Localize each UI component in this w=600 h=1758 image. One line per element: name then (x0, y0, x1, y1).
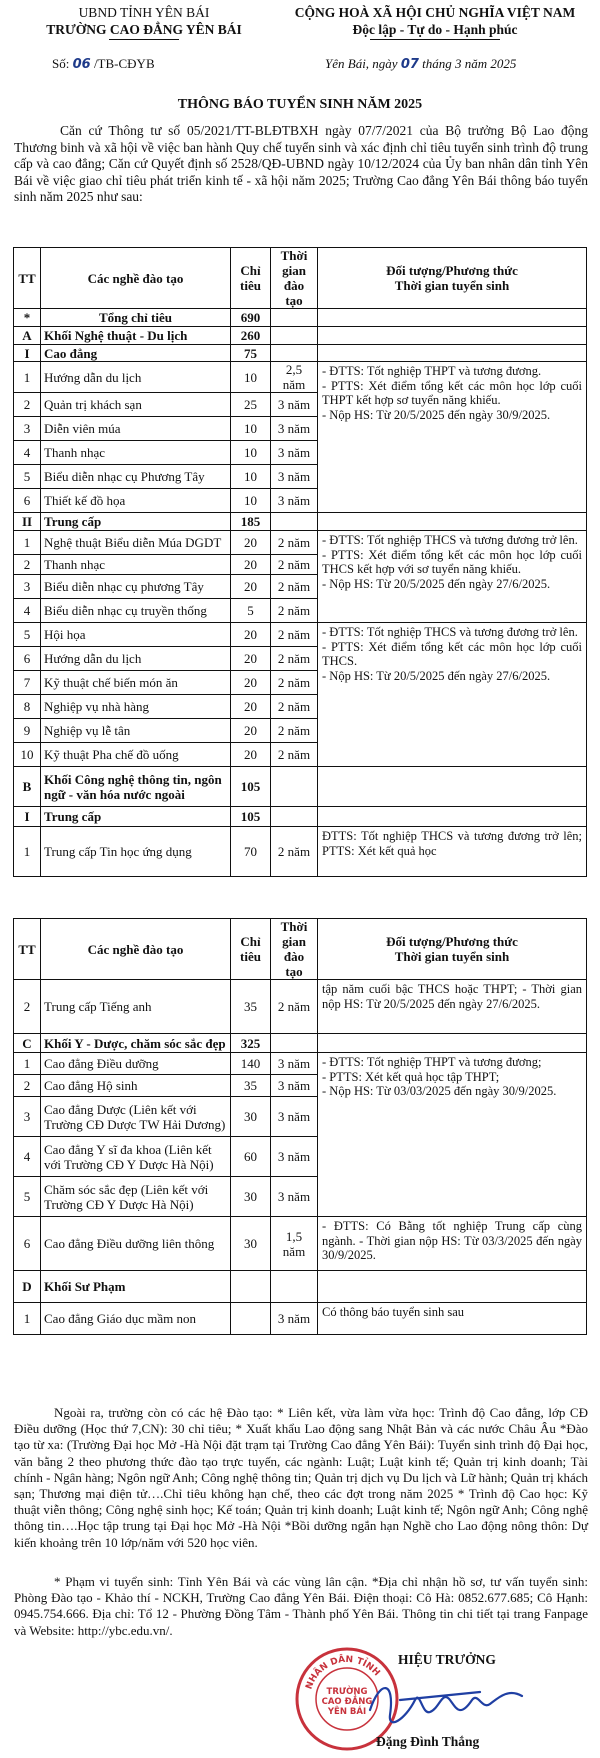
table-row (14, 309, 587, 327)
cell-nghe: Biểu diễn nhạc cụ Phương Tây (41, 465, 231, 489)
cell-nghe: Tổng chỉ tiêu (41, 309, 231, 327)
cell-tt: C (14, 1034, 41, 1053)
cell-thoigian: 2 năm (271, 695, 318, 719)
cell-tt: 2 (14, 555, 41, 575)
cell-doituong (318, 1034, 587, 1053)
table-row (14, 531, 587, 555)
cell-thoigian: 2 năm (271, 599, 318, 623)
cell-tt: 2 (14, 1075, 41, 1097)
table-row (14, 1217, 587, 1271)
cell-chitieu: 20 (231, 719, 271, 743)
cell-chitieu: 690 (231, 309, 271, 327)
cell-tt: 3 (14, 575, 41, 599)
cell-chitieu: 10 (231, 362, 271, 393)
cell-doituong: - ĐTTS: Có Bằng tốt nghiệp Trung cấp cùng ngành. - Thời gian nộp HS: Từ 03/3/2025 đến ngày 30/9/2025. (318, 1217, 587, 1271)
doc-number-prefix: Số: (52, 56, 73, 71)
cell-thoigian: 2 năm (271, 719, 318, 743)
cell-doituong: - ĐTTS: Tốt nghiệp THPT và tương đương; - PTTS: Xét kết quả học tập THPT; - Nộp HS: Từ 03/03/2025 đến ngày 30/9/2025. (318, 1053, 587, 1217)
cell-nghe: Cao đẳng (41, 345, 231, 362)
cell-tt: 6 (14, 1217, 41, 1271)
col-thoigian: Thời gian đào tạo (271, 919, 318, 980)
cell-nghe: Thiết kế đồ họa (41, 489, 231, 513)
cell-thoigian: 2 năm (271, 743, 318, 767)
cell-thoigian: 2,5 năm (271, 362, 318, 393)
cell-nghe: Hội họa (41, 623, 231, 647)
cell-chitieu: 20 (231, 555, 271, 575)
cell-chitieu: 140 (231, 1053, 271, 1075)
table-row (14, 513, 587, 531)
doc-number-suffix: /TB-CĐYB (90, 56, 155, 71)
cell-thoigian: 3 năm (271, 1053, 318, 1075)
cell-chitieu: 60 (231, 1137, 271, 1177)
document-number (52, 56, 155, 72)
cell-chitieu: 10 (231, 417, 271, 441)
document-title: THÔNG BÁO TUYỂN SINH NĂM 2025 (177, 97, 423, 112)
table-row (14, 362, 587, 393)
date-prefix: Yên Bái, ngày (325, 56, 401, 71)
cell-chitieu: 30 (231, 1217, 271, 1271)
cell-doituong (318, 309, 587, 327)
cell-thoigian: 2 năm (271, 623, 318, 647)
cell-tt: 1 (14, 362, 41, 393)
cell-chitieu: 20 (231, 623, 271, 647)
cell-nghe: Trung cấp Tiếng anh (41, 980, 231, 1034)
cell-thoigian: 3 năm (271, 417, 318, 441)
cell-tt: 1 (14, 827, 41, 877)
col-nghe: Các nghề đào tạo (41, 248, 231, 309)
cell-doituong: - ĐTTS: Tốt nghiệp THPT và tương đương. - PTTS: Xét điểm tổng kết các môn học lớp cuối THPT kết hợp sơ tuyển năng khiếu. - Nộp HS: Từ 20/5/2025 đến ngày 30/9/2025. (318, 362, 587, 513)
cell-thoigian (271, 767, 318, 807)
cell-tt: 4 (14, 1137, 41, 1177)
col-doituong-l2: Thời gian tuyển sinh (394, 278, 510, 293)
cell-nghe: Thanh nhạc (41, 555, 231, 575)
cell-tt: A (14, 327, 41, 345)
cell-nghe: Cao đẳng Hộ sinh (41, 1075, 231, 1097)
issuer-name: TRƯỜNG CAO ĐẲNG YÊN BÁI (46, 22, 242, 37)
cell-nghe: Kỹ thuật Pha chế đồ uống (41, 743, 231, 767)
cell-nghe: Hướng dẫn du lịch (41, 647, 231, 671)
cell-tt: 1 (14, 1303, 41, 1335)
cell-chitieu: 20 (231, 695, 271, 719)
svg-text:YÊN BÁI: YÊN BÁI (327, 1707, 367, 1717)
cell-chitieu: 105 (231, 767, 271, 807)
cell-thoigian (271, 1034, 318, 1053)
admission-table-part2 (13, 918, 587, 1335)
table-row (14, 623, 587, 647)
cell-tt: 7 (14, 671, 41, 695)
table-header-row (14, 919, 587, 980)
col-tt: TT (14, 919, 41, 980)
signer-title: HIỆU TRƯỞNG (398, 1652, 496, 1667)
cell-nghe: Khối Sư Phạm (41, 1271, 231, 1303)
cell-chitieu: 30 (231, 1097, 271, 1137)
issuer-parent: UBND TỈNH YÊN BÁI (78, 5, 210, 20)
cell-chitieu: 10 (231, 465, 271, 489)
cell-doituong (318, 767, 587, 807)
cell-chitieu: 20 (231, 647, 271, 671)
cell-doituong (318, 807, 587, 827)
cell-tt: 2 (14, 980, 41, 1034)
table-row (14, 327, 587, 345)
cell-tt: 4 (14, 599, 41, 623)
cell-thoigian: 2 năm (271, 980, 318, 1034)
table-row (14, 1303, 587, 1335)
col-doituong-l1: Đối tượng/Phương thức (386, 934, 518, 949)
cell-doituong: - ĐTTS: Tốt nghiệp THCS và tương đương trở lên. - PTTS: Xét điểm tổng kết các môn học lớp cuối THCS kết hợp với sơ tuyển năng khiếu. - Nộp HS: Từ 20/5/2025 đến ngày 27/6/2025. (318, 531, 587, 623)
table-row (14, 1271, 587, 1303)
cell-tt: I (14, 807, 41, 827)
cell-tt: 4 (14, 441, 41, 465)
document-date (325, 56, 516, 72)
issuer-underline (109, 39, 179, 40)
cell-tt: 5 (14, 1177, 41, 1217)
svg-text:TRƯỜNG: TRƯỜNG (326, 1687, 368, 1697)
cell-chitieu (231, 1303, 271, 1335)
table-row (14, 827, 587, 877)
cell-nghe: Cao đẳng Điều dưỡng liên thông (41, 1217, 231, 1271)
cell-nghe: Cao đẳng Y sĩ đa khoa (Liên kết với Trường CĐ Y Dược Hà Nội) (41, 1137, 231, 1177)
cell-nghe: Nghiệp vụ nhà hàng (41, 695, 231, 719)
cell-nghe: Biểu diễn nhạc cụ truyền thống (41, 599, 231, 623)
document-header (0, 4, 600, 84)
cell-nghe: Trung cấp Tin học ứng dụng (41, 827, 231, 877)
cell-thoigian: 3 năm (271, 1075, 318, 1097)
cell-tt: I (14, 345, 41, 362)
cell-thoigian: 3 năm (271, 465, 318, 489)
cell-nghe: Quản trị khách sạn (41, 393, 231, 417)
cell-doituong (318, 345, 587, 362)
cell-tt: 10 (14, 743, 41, 767)
cell-tt: 6 (14, 647, 41, 671)
col-thoigian: Thời gian đào tạo (271, 248, 318, 309)
motto-underline (370, 39, 500, 40)
cell-nghe: Khối Công nghệ thông tin, ngôn ngữ - văn hóa nước ngoài (41, 767, 231, 807)
cell-chitieu: 20 (231, 671, 271, 695)
cell-thoigian (271, 1271, 318, 1303)
table-row (14, 807, 587, 827)
cell-tt: B (14, 767, 41, 807)
date-day-handwritten: 07 (400, 57, 419, 72)
cell-chitieu: 25 (231, 393, 271, 417)
cell-nghe: Kỹ thuật chế biến món ăn (41, 671, 231, 695)
cell-thoigian: 3 năm (271, 1303, 318, 1335)
cell-tt: 6 (14, 489, 41, 513)
col-chitieu: Chỉ tiêu (231, 919, 271, 980)
cell-chitieu: 20 (231, 743, 271, 767)
cell-nghe: Cao đẳng Điều dưỡng (41, 1053, 231, 1075)
cell-nghe: Nghệ thuật Biểu diễn Múa DGDT (41, 531, 231, 555)
cell-thoigian: 1,5 năm (271, 1217, 318, 1271)
contact-note: * Phạm vi tuyển sinh: Tỉnh Yên Bái và các vùng lân cận. *Địa chỉ nhận hồ sơ, tư vấn tuyển sinh: Phòng Đào tạo - Khảo thí - NCKH, Trường Cao đẳng Yên Bái. Điện thoại: Cô Hà: 0852.677.685; Cô Hạnh: 0945.754.666. Địa chỉ: Tổ 12 - Phường Đồng Tâm - Thành phố Yên Bái. Thông tin chi tiết tại trang Fanpage và Website: http://ybc.edu.vn/. (14, 1574, 588, 1638)
cell-tt: 3 (14, 417, 41, 441)
cell-tt: 3 (14, 1097, 41, 1137)
cell-chitieu (231, 1271, 271, 1303)
cell-tt: 1 (14, 531, 41, 555)
col-doituong-l2: Thời gian tuyển sinh (394, 949, 510, 964)
cell-chitieu: 35 (231, 980, 271, 1034)
cell-nghe: Khối Y - Dược, chăm sóc sắc đẹp (41, 1034, 231, 1053)
intro-paragraph: Căn cứ Thông tư số 05/2021/TT-BLĐTBXH ngày 07/7/2021 của Bộ trưởng Bộ Lao động Thương binh và xã hội về việc ban hành Quy chế tuyển sinh và xác định chỉ tiêu tuyển sinh trình độ trung cấp và cao đẳng; Căn cứ Quyết định số 2528/QĐ-UBND ngày 10/12/2024 của Ủy ban nhân dân tỉnh Yên Bái về việc giao chỉ tiêu phát triển kinh tế - xã hội năm 2025; Trường Cao đẳng Yên Bái thông báo tuyển sinh năm 2025 như sau: (14, 123, 588, 204)
cell-chitieu: 10 (231, 489, 271, 513)
table-row (14, 345, 587, 362)
cell-nghe: Khối Nghệ thuật - Du lịch (41, 327, 231, 345)
other-programs-note: Ngoài ra, trường còn có các hệ Đào tạo: * Liên kết, vừa làm vừa học: Trình độ Cao đẳng, lớp CĐ Điều dưỡng (Học thứ 7,CN): 30 chỉ tiêu; * Xuất khẩu Lao động sang Nhật Bản và các nước Châu Âu *Đào tạo từ xa: (Trường Đại học Mở -Hà Nội đặt trạm tại Trường Cao đẳng Yên Bái): Tuyển sinh trình độ Đại học, văn bằng 2 theo phương thức đào tạo trực tuyến, các ngành: Luật; Luật kinh tế; Quản trị kinh doanh; Tài chính - Ngân hàng; Ngôn ngữ Anh; Công nghệ thông tin; Quản trị dịch vụ Du lịch và Lữ hành; Quản trị khách sạn; Thương mại điện tử….Chỉ tiêu không hạn chế, theo các đợt trong năm 2025 * Trình độ Cao học: Kỹ thuật viễn thông; Công nghệ sinh học; Kế toán; Quản trị kinh doanh; Luật kinh tế; Ngôn ngữ Anh; Công nghệ thông tin….Học tập trung tại Đại học Mở -Hà Nội *Bồi dưỡng ngắn hạn Nghề cho Lao động nông thôn: Dự kiến khoảng trên 10 lớp/năm với 520 học viên. (14, 1405, 588, 1550)
cell-chitieu: 105 (231, 807, 271, 827)
cell-thoigian: 2 năm (271, 827, 318, 877)
cell-tt: 5 (14, 623, 41, 647)
national-motto (270, 4, 600, 40)
cell-nghe: Cao đẳng Dược (Liên kết với Trường CĐ Dược TW Hải Dương) (41, 1097, 231, 1137)
cell-nghe: Nghiệp vụ lễ tân (41, 719, 231, 743)
cell-nghe: Chăm sóc sắc đẹp (Liên kết với Trường CĐ Y Dược Hà Nội) (41, 1177, 231, 1217)
cell-thoigian (271, 309, 318, 327)
cell-tt: 8 (14, 695, 41, 719)
cell-thoigian: 3 năm (271, 1097, 318, 1137)
cell-chitieu: 70 (231, 827, 271, 877)
cell-chitieu: 20 (231, 531, 271, 555)
principal-signature (360, 1670, 530, 1734)
cell-thoigian: 3 năm (271, 393, 318, 417)
cell-tt: D (14, 1271, 41, 1303)
svg-text:CAO ĐẲNG: CAO ĐẲNG (321, 1697, 373, 1707)
cell-thoigian: 2 năm (271, 555, 318, 575)
cell-nghe: Hướng dẫn du lịch (41, 362, 231, 393)
motto: Độc lập - Tự do - Hạnh phúc (352, 22, 518, 37)
cell-thoigian: 3 năm (271, 441, 318, 465)
cell-chitieu: 35 (231, 1075, 271, 1097)
cell-chitieu: 185 (231, 513, 271, 531)
table-row (14, 1053, 587, 1075)
cell-chitieu: 260 (231, 327, 271, 345)
table-row (14, 767, 587, 807)
cell-thoigian: 2 năm (271, 671, 318, 695)
cell-thoigian: 3 năm (271, 1137, 318, 1177)
cell-chitieu: 5 (231, 599, 271, 623)
admission-table-part1 (13, 247, 587, 877)
col-doituong (318, 248, 587, 309)
cell-thoigian (271, 513, 318, 531)
cell-thoigian: 2 năm (271, 647, 318, 671)
cell-tt: 9 (14, 719, 41, 743)
cell-tt: * (14, 309, 41, 327)
cell-chitieu: 30 (231, 1177, 271, 1217)
cell-thoigian: 3 năm (271, 489, 318, 513)
cell-nghe: Diễn viên múa (41, 417, 231, 441)
doc-number-handwritten: 06 (72, 57, 91, 72)
cell-thoigian (271, 327, 318, 345)
cell-chitieu: 75 (231, 345, 271, 362)
cell-nghe: Biểu diễn nhạc cụ phương Tây (41, 575, 231, 599)
cell-nghe: Thanh nhạc (41, 441, 231, 465)
col-doituong (318, 919, 587, 980)
col-doituong-l1: Đối tượng/Phương thức (386, 263, 518, 278)
date-suffix: tháng 3 năm 2025 (418, 56, 517, 71)
cell-doituong: - ĐTTS: Tốt nghiệp THCS và tương đương trở lên. - PTTS: Xét điểm tổng kết các môn học lớp cuối THCS. - Nộp HS: Từ 20/5/2025 đến ngày 27/6/2025. (318, 623, 587, 767)
cell-doituong (318, 327, 587, 345)
cell-thoigian (271, 345, 318, 362)
cell-doituong (318, 513, 587, 531)
cell-thoigian (271, 807, 318, 827)
cell-tt: II (14, 513, 41, 531)
cell-chitieu: 20 (231, 575, 271, 599)
table-row (14, 980, 587, 1034)
issuer-block (14, 4, 274, 40)
col-chitieu: Chỉ tiêu (231, 248, 271, 309)
cell-nghe: Cao đẳng Giáo dục mầm non (41, 1303, 231, 1335)
cell-doituong: ĐTTS: Tốt nghiệp THCS và tương đương trở lên; PTTS: Xét kết quả học (318, 827, 587, 877)
country-name: CỘNG HOÀ XÃ HỘI CHỦ NGHĨA VIỆT NAM (294, 5, 576, 20)
cell-tt: 5 (14, 465, 41, 489)
table-row (14, 1034, 587, 1053)
signer-name: Đặng Đình Thắng (376, 1734, 480, 1749)
cell-thoigian: 2 năm (271, 531, 318, 555)
cell-chitieu: 325 (231, 1034, 271, 1053)
table-header-row (14, 248, 587, 309)
cell-doituong (318, 1271, 587, 1303)
cell-chitieu: 10 (231, 441, 271, 465)
cell-tt: 2 (14, 393, 41, 417)
col-tt: TT (14, 248, 41, 309)
cell-doituong: tập năm cuối bậc THCS hoặc THPT; - Thời gian nộp HS: Từ 20/5/2025 đến ngày 27/6/2025. (318, 980, 587, 1034)
col-nghe: Các nghề đào tạo (41, 919, 231, 980)
cell-nghe: Trung cấp (41, 513, 231, 531)
cell-nghe: Trung cấp (41, 807, 231, 827)
svg-text:NHÂN DÂN TỈNH: NHÂN DÂN TỈNH (304, 1654, 382, 1691)
cell-doituong: Có thông báo tuyển sinh sau (318, 1303, 587, 1335)
cell-thoigian: 2 năm (271, 575, 318, 599)
cell-tt: 1 (14, 1053, 41, 1075)
cell-thoigian: 3 năm (271, 1177, 318, 1217)
